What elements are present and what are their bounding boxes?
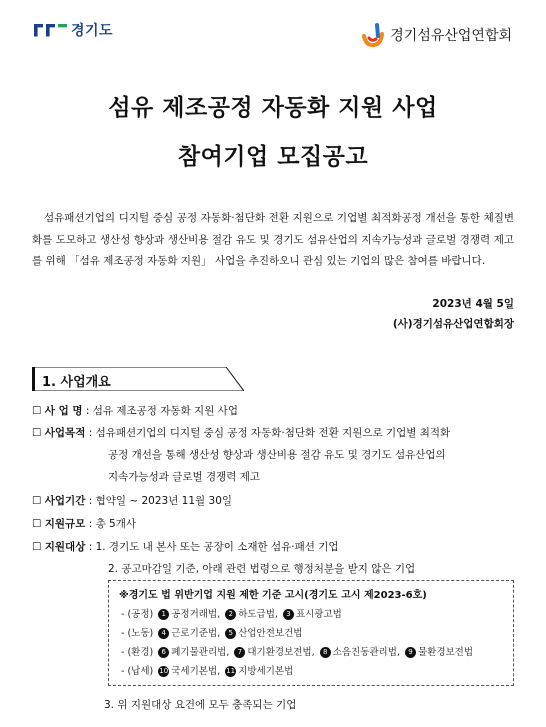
checkbox-icon: ☐ [32, 405, 42, 417]
number-badge: 2 [225, 609, 236, 620]
section-heading-title: 1. 사업개요 [42, 375, 111, 390]
checkbox-icon: ☐ [32, 427, 42, 439]
issuing-organization: (사)경기섬유산업연합회장 [392, 318, 514, 330]
checkbox-icon: ☐ [32, 518, 42, 530]
colon: : [88, 495, 93, 507]
item-purpose-line1: 섬유패션기업의 디지털 중심 공정 자동화·첨단화 전환 지원으로 기업별 최적화 [95, 427, 451, 439]
item-purpose-line3: 지속가능성과 글로벌 경쟁력 제고 [108, 471, 261, 483]
item-period-value: 협약일 ~ 2023년 11월 30일 [95, 495, 233, 507]
item-target-label: 지원대상 [44, 541, 86, 553]
gyeonggi-logo-text: 경기도 [71, 23, 114, 39]
federation-logo-text: 경기섬유산업연합회 [390, 28, 512, 44]
colon: : [88, 518, 93, 530]
checkbox-icon: ☐ [32, 541, 42, 553]
gyeonggi-logo-icon [34, 24, 67, 37]
item-period-row [32, 490, 232, 512]
colon: : [85, 405, 90, 417]
item-purpose-line2: 공정 개선을 통해 생산성 향상과 생산비용 절감 유도 및 경기도 섬유산업의 [108, 449, 446, 461]
item-purpose-row [32, 422, 450, 444]
federation-logo [360, 22, 512, 48]
item-name-row [32, 400, 238, 422]
page-header [0, 0, 546, 60]
number-badge: 11 [226, 667, 236, 675]
number-badge: 3 [283, 609, 294, 620]
number-badge: 9 [405, 647, 416, 658]
colon: : [88, 427, 93, 439]
number-badge: 1 [158, 609, 169, 620]
page-title-line1: 섬유 제조공정 자동화 지원 사업 [108, 95, 438, 121]
announcement-date: 2023년 4월 5일 [432, 298, 514, 310]
number-badge: 4 [158, 628, 169, 639]
item-target-row [32, 536, 339, 558]
number-badge: 8 [320, 647, 331, 658]
page-title-line2: 참여기업 모집공고 [177, 144, 369, 170]
notice-row-labor: - (노동) 4 근로기준법, 5 산업안전보건법 [121, 628, 303, 639]
item-name-label: 사 업 명 [44, 405, 83, 417]
item-scale-row [32, 513, 136, 535]
number-badge: 10 [159, 667, 169, 675]
item-purpose-label: 사업목적 [44, 427, 86, 439]
federation-logo-icon [360, 22, 386, 48]
gyeonggi-logo [34, 20, 113, 40]
section-heading [32, 367, 244, 391]
item-target-line1: 1. 경기도 내 본사 또는 공장이 소재한 섬유·패션 기업 [95, 541, 339, 553]
notice-row-tax: - (납세) 10 국세기본법, 11 지방세기본법 [121, 666, 294, 677]
number-badge: 5 [225, 628, 236, 639]
item-scale-label: 지원규모 [44, 518, 86, 530]
intro-paragraph: 섬유패션기업의 디지털 중심 공정 자동화·첨단화 전환 지원으로 기업별 최적화공정 개선을 통한 체질변화를 도모하고 생산성 향상과 생산비용 절감 유도 및 경기도 섬유산업의 지속가능성과 글로벌 경쟁력 제고를 위해 「섬유 제조공정 자동화 지원」 사업을 추진하오니 관심 있는 기업의 많은 참여를 바랍니다. [32, 212, 514, 267]
restriction-notice-box [108, 580, 514, 686]
colon: : [88, 541, 93, 553]
item-target-line2: 2. 공고마감일 기준, 아래 관련 법령으로 행정처분을 받지 않은 기업 [108, 563, 416, 575]
item-scale-value: 총 5개사 [95, 518, 137, 530]
item-period-label: 사업기간 [44, 495, 86, 507]
number-badge: 7 [234, 647, 245, 658]
item-name-value: 섬유 제조공정 자동화 지원 사업 [92, 405, 238, 417]
notice-row-fair-trade: - (공정) 1 공정거래법, 2 하도급법, 3 표시광고법 [121, 609, 342, 620]
number-badge: 6 [158, 647, 169, 658]
checkbox-icon: ☐ [32, 495, 42, 507]
notice-row-environment: - (환경) 6 폐기물관리법, 7 대기환경보전법, 8 소음진동관리법, 9 물환경보전법 [121, 647, 474, 658]
restriction-notice-title: ※경기도 법 위반기업 지원 제한 기준 고시(경기도 고시 제2023-6호) [119, 590, 427, 601]
item-target-line3: 3. 위 지원대상 요건에 모두 충족되는 기업 [104, 699, 297, 711]
